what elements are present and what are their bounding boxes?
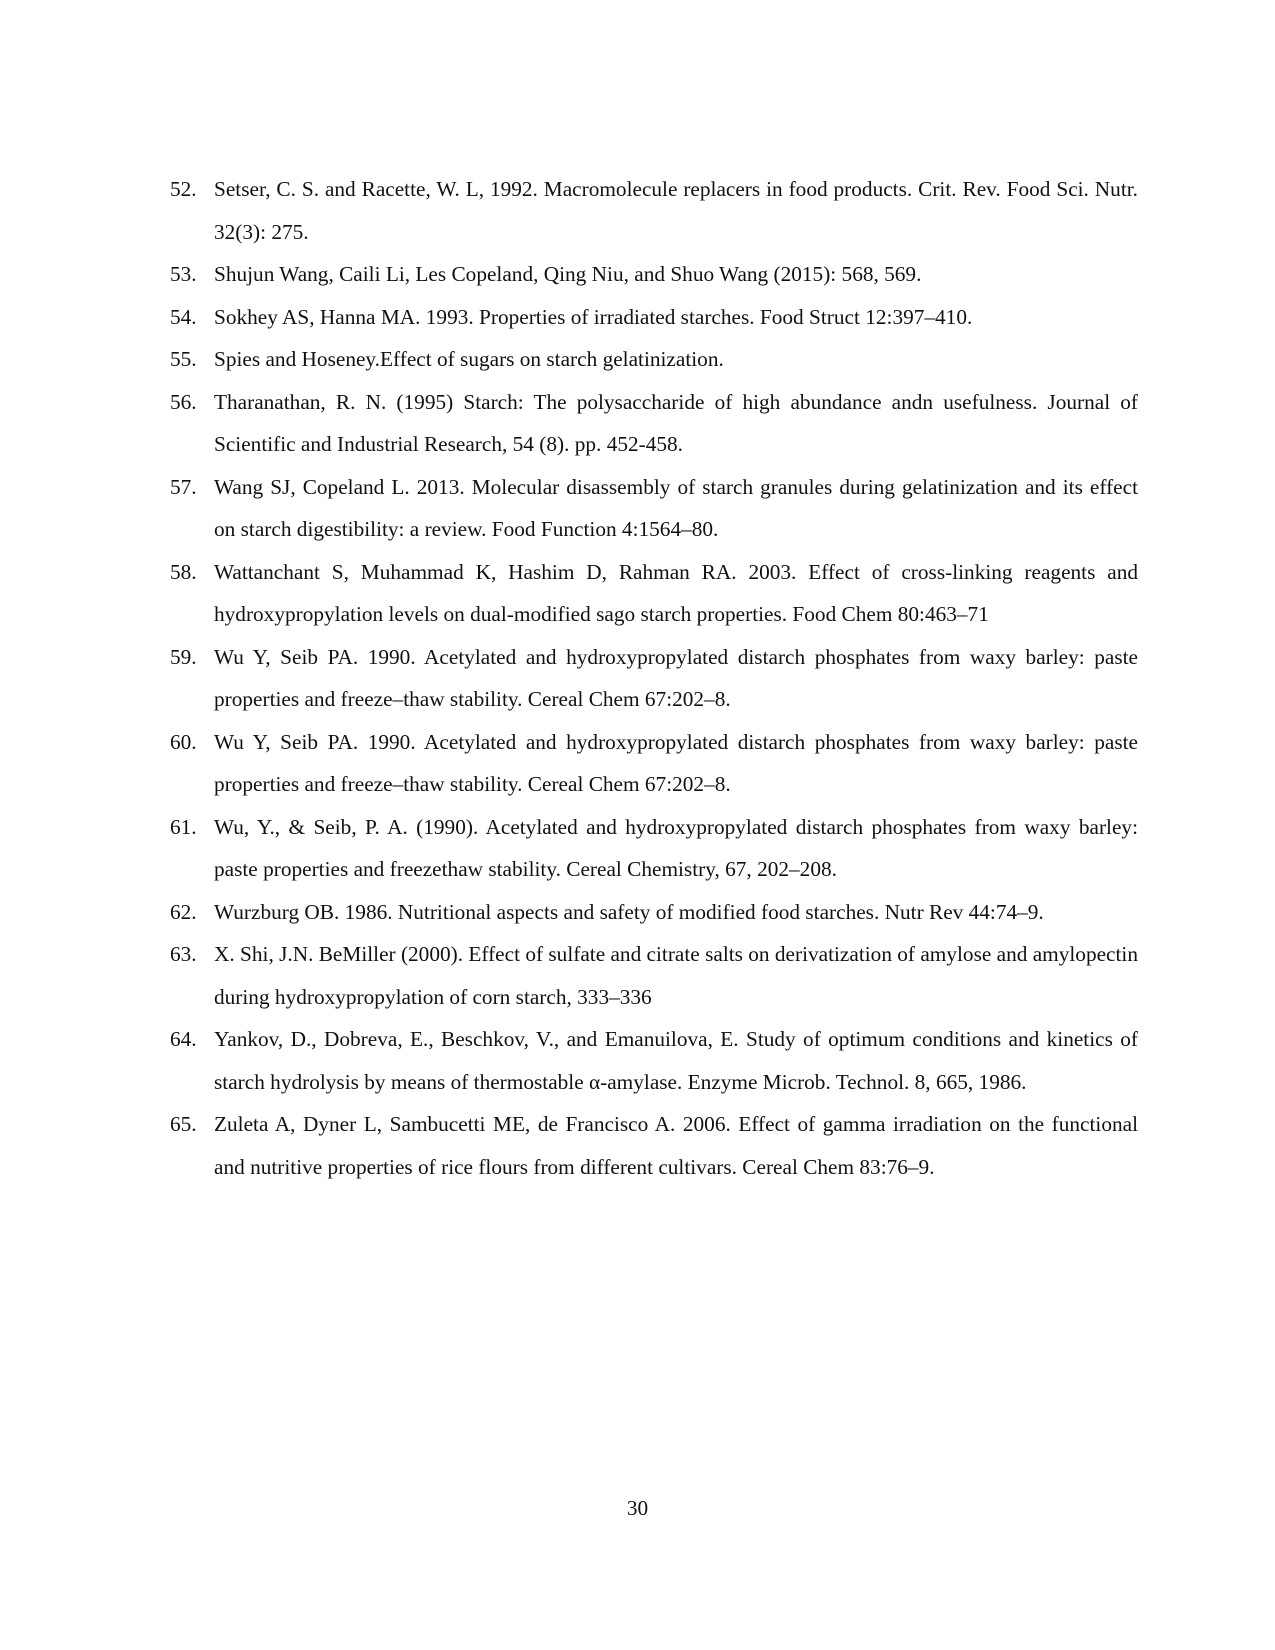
reference-item — [170, 636, 1138, 721]
reference-number: 61. — [170, 814, 197, 839]
reference-item — [170, 168, 1138, 253]
reference-number: 64. — [170, 1027, 197, 1051]
reference-text: Setser, C. S. and Racette, W. L, 1992. Macromolecule replacers in food products. Crit. Rev. Food Sci. Nutr. 32(3): 275. — [214, 177, 1138, 244]
reference-number: 55. — [170, 347, 197, 371]
reference-text: Yankov, D., Dobreva, E., Beschkov, V., and Emanuilova, E. Study of optimum conditions and kinetics of starch hydrolysis by means of thermostable α-amylase. Enzyme Microb. Technol. 8, 665, 1986. — [214, 1027, 1138, 1094]
reference-text: Sokhey AS, Hanna MA. 1993. Properties of irradiated starches. Food Struct 12:397–410. — [214, 304, 973, 329]
reference-item — [170, 338, 1138, 381]
reference-item — [170, 806, 1138, 891]
reference-item — [170, 296, 1138, 339]
reference-item — [170, 1103, 1138, 1188]
reference-number: 54. — [170, 304, 197, 329]
reference-number: 60. — [170, 729, 197, 754]
reference-text: Tharanathan, R. N. (1995) Starch: The polysaccharide of high abundance andn usefulness. Journal of Scientific and Industrial Research, 54 (8). pp. 452-458. — [214, 389, 1138, 456]
reference-text: Wattanchant S, Muhammad K, Hashim D, Rahman RA. 2003. Effect of cross-linking reagents and hydroxypropylation levels on dual-modified sago starch properties. Food Chem 80:463–71 — [214, 559, 1138, 626]
reference-number: 52. — [170, 177, 197, 201]
reference-item — [170, 381, 1138, 466]
reference-item — [170, 721, 1138, 806]
reference-item — [170, 933, 1138, 1018]
reference-text: Wu Y, Seib PA. 1990. Acetylated and hydroxypropylated distarch phosphates from waxy barley: paste properties and freeze–thaw stability. Cereal Chem 67:202–8. — [214, 644, 1138, 711]
reference-number: 63. — [170, 942, 197, 966]
reference-item — [170, 551, 1138, 636]
reference-number: 56. — [170, 389, 197, 414]
reference-item — [170, 891, 1138, 934]
reference-text: X. Shi, J.N. BeMiller (2000). Effect of sulfate and citrate salts on derivatization of amylose and amylopectin during hydroxypropylation of corn starch, 333–336 — [214, 942, 1138, 1009]
reference-item — [170, 253, 1138, 296]
reference-number: 59. — [170, 644, 197, 669]
reference-number: 57. — [170, 474, 197, 499]
reference-text: Wu, Y., & Seib, P. A. (1990). Acetylated and hydroxypropylated distarch phosphates from waxy barley: paste properties and freezethaw stability. Cereal Chemistry, 67, 202–208. — [214, 814, 1138, 881]
reference-text: Wu Y, Seib PA. 1990. Acetylated and hydroxypropylated distarch phosphates from waxy barley: paste properties and freeze–thaw stability. Cereal Chem 67:202–8. — [214, 729, 1138, 796]
reference-number: 53. — [170, 262, 197, 286]
reference-text: Wurzburg OB. 1986. Nutritional aspects and safety of modified food starches. Nutr Rev 44:74–9. — [214, 899, 1044, 924]
reference-number: 62. — [170, 899, 197, 924]
reference-item — [170, 1018, 1138, 1103]
reference-number: 58. — [170, 559, 197, 584]
reference-list — [170, 168, 1138, 1188]
reference-text: Shujun Wang, Caili Li, Les Copeland, Qing Niu, and Shuo Wang (2015): 568, 569. — [214, 262, 922, 286]
reference-text: Spies and Hoseney.Effect of sugars on starch gelatinization. — [214, 347, 724, 371]
page-number: 30 — [626, 1496, 649, 1520]
reference-text: Wang SJ, Copeland L. 2013. Molecular disassembly of starch granules during gelatinization and its effect on starch digestibility: a review. Food Function 4:1564–80. — [214, 474, 1138, 541]
reference-item — [170, 466, 1138, 551]
reference-text: Zuleta A, Dyner L, Sambucetti ME, de Francisco A. 2006. Effect of gamma irradiation on the functional and nutritive properties of rice flours from different cultivars. Cereal Chem 83:76–9. — [214, 1112, 1138, 1179]
reference-number: 65. — [170, 1112, 197, 1136]
